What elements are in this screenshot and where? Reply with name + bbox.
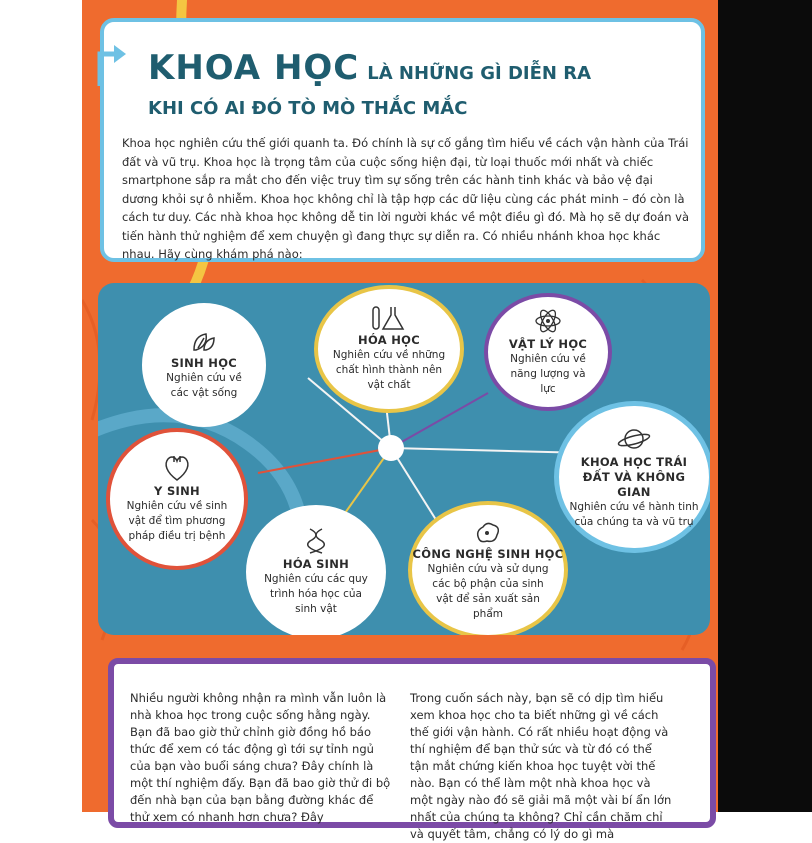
khoa-hoc-trai-dat-desc: Nghiên cứu về hành tinh của chúng ta và vũ trụ — [569, 500, 699, 528]
title-big: KHOA HỌC — [148, 48, 360, 88]
title-line-2: KHI CÓ AI ĐÓ TÒ MÒ THẮC MẮC — [148, 98, 468, 119]
microbe-icon — [473, 519, 503, 545]
sinh-hoc-title: SINH HỌC — [170, 355, 238, 370]
arrow-icon — [94, 40, 130, 88]
scan-edge — [718, 0, 812, 812]
vat-ly-hoc-desc: Nghiên cứu về năng lượng và lực — [510, 353, 586, 395]
vat-ly-hoc-title: VẬT LÝ HỌC — [508, 337, 588, 351]
page-margin-left — [0, 0, 82, 812]
heart-icon — [162, 454, 192, 482]
hoa-sinh-title: HÓA SINH — [282, 557, 350, 571]
cong-nghe-sinh-hoc-desc: Nghiên cứu và sử dụng các bộ phận của sinh vật để sản xuất sản phẩm — [427, 562, 549, 620]
atom-icon — [534, 307, 562, 335]
branches-diagram — [98, 283, 710, 635]
dna-icon — [304, 527, 328, 555]
y-sinh-desc: Nghiên cứu về sinh vật để tìm phương pháp điều trị bệnh — [126, 500, 228, 542]
bubble-hoa-sinh — [246, 505, 386, 635]
bubble-hoa-hoc — [314, 285, 464, 413]
bottom-right-column: Trong cuốn sách này, bạn sẽ có dịp tìm hiểu xem khoa học cho ta biết những gì về cách thế giới vận hành. Có rất nhiều hoạt động và thí nghiệm để bạn thử sức và từ đó có thể tận mắt chứng kiến khoa học tuyệt vời thế nào. Bạn có thể làm một nhà khoa học và một ngày nào đó sẽ giải mã một vài bí ẩn lớn nhất của chúng ta không? Chỉ cần chăm chỉ và quyết tâm, chẳng có lý do gì mà — [410, 691, 672, 841]
cong-nghe-sinh-hoc-title: CÔNG NGHỆ SINH HỌC — [412, 546, 564, 561]
intro-paragraph: Khoa học nghiên cứu thế giới quanh ta. Đó chính là sự cố gắng tìm hiểu về cách vận hành của Trái đất và vũ trụ. Khoa học là trọng tâm của cuộc sống hiện đại, từ loại thuốc mới nhất và chiếc smartphone sắp ra mắt cho đến việc truy tìm sự sống trên các hành tinh khác và bảo vệ đại dương khỏi sự ô nhiễm. Khoa học không chỉ là tập hợp các dữ liệu cùng các phát minh – đó còn là cách tư duy. Các nhà khoa học không dễ tin lời người khác về một điều gì đó. Mà họ sẽ dự đoán và tiến hành thử nghiệm để xem chuyện gì đang thực sự diễn ra. Có nhiều nhánh khoa học khác nhau. Hãy cùng khám phá nào: — [122, 136, 690, 261]
y-sinh-title: Y SINH — [154, 484, 200, 498]
sinh-hoc-desc: Nghiên cứu về các vật sống — [166, 371, 242, 399]
planet-icon — [617, 425, 651, 453]
bubble-khoa-hoc-trai-dat — [554, 401, 710, 553]
hoa-hoc-desc: Nghiên cứu về những chất hình thành nên vật chất — [332, 349, 446, 391]
hoa-sinh-desc: Nghiên cứu các quy trình hóa học của sinh vật — [264, 573, 368, 615]
bubble-y-sinh — [106, 428, 248, 570]
center-node — [378, 435, 404, 461]
bubble-cong-nghe-sinh-hoc — [408, 501, 568, 635]
bubble-sinh-hoc — [142, 303, 266, 427]
page-title — [148, 48, 591, 88]
bottom-text-panel — [108, 658, 716, 841]
flask-icon — [369, 305, 409, 331]
bottom-left-column: Nhiều người không nhận ra mình vẫn luôn là nhà khoa học trong cuộc sống hằng ngày. Bạn đã bao giờ thử chỉnh giờ đồng hồ báo thức để xem có tác động gì tới sự tỉnh ngủ của bạn vào buổi sáng chưa? Đây chính là một thí nghiệm đấy. Bạn đã bao giờ thử đi bộ đến nhà bạn của bạn bằng đường khác để thử xem có nhanh hơn chưa? Đây — [130, 691, 391, 824]
khoa-hoc-trai-dat-title: KHOA HỌC TRÁI ĐẤT VÀ KHÔNG GIAN — [580, 454, 688, 499]
leaf-icon — [190, 330, 218, 354]
connector-cong-nghe — [391, 448, 438, 523]
title-small: LÀ NHỮNG GÌ DIỄN RA — [367, 63, 591, 84]
hoa-hoc-title: HÓA HỌC — [358, 333, 420, 347]
intro-panel — [100, 18, 705, 262]
bubble-vat-ly-hoc — [484, 293, 612, 411]
